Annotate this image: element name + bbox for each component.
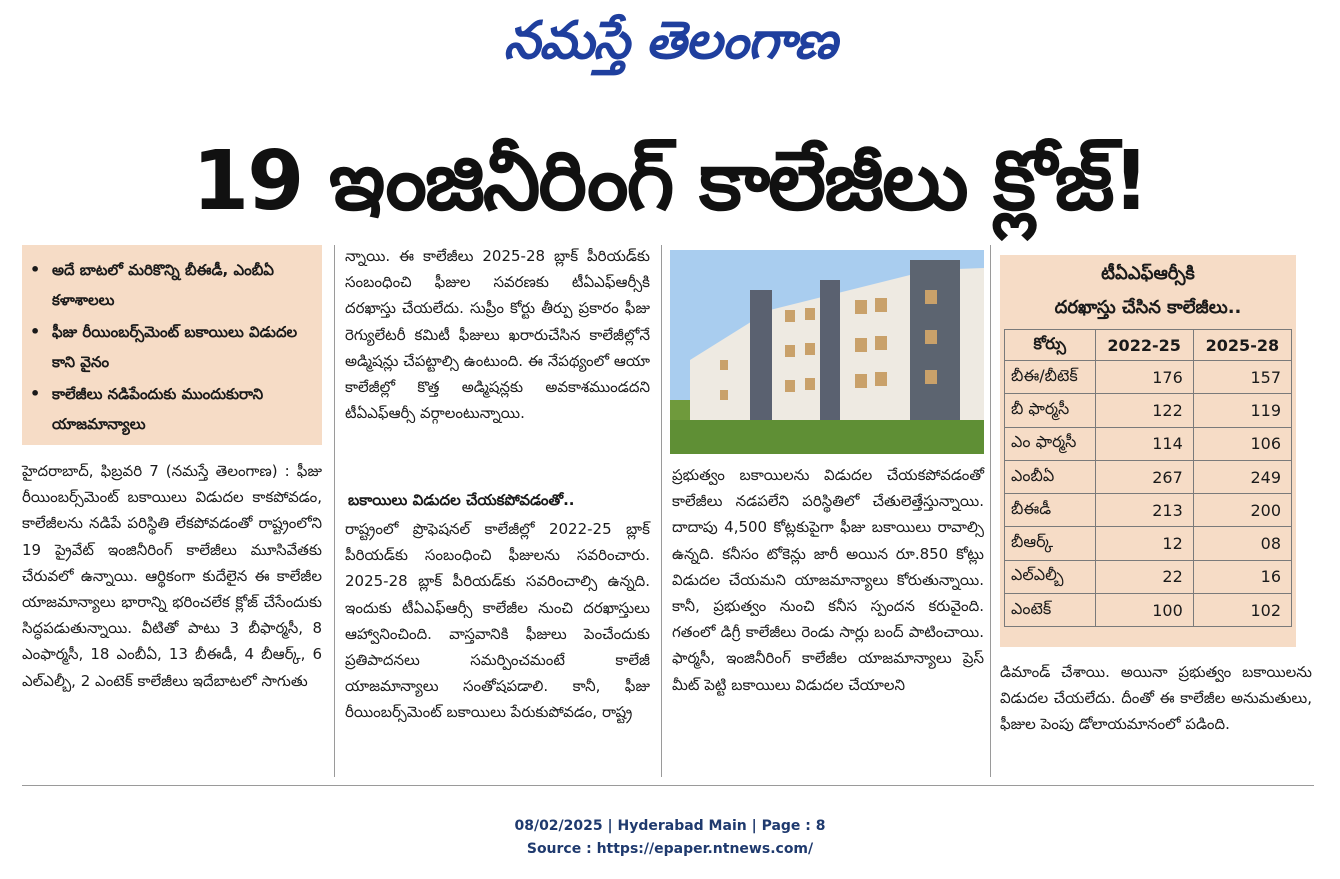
column-divider (990, 245, 991, 777)
highlight-item (30, 317, 314, 377)
table-row (1005, 394, 1292, 427)
colleges-table-box (1000, 255, 1296, 647)
count-cell: 16 (1193, 560, 1291, 593)
bullet-icon: • (30, 260, 41, 279)
table-header-row (1005, 330, 1292, 361)
highlight-item (30, 379, 314, 439)
table-header: 2022-25 (1095, 330, 1193, 361)
footer-divider (22, 785, 1314, 786)
highlight-text: అదే బాటలో మరికొన్ని బీఈడీ, ఎంబీఏ కళాశాలలు (52, 261, 274, 309)
table-header: 2025-28 (1193, 330, 1291, 361)
course-cell: ఎంబీఏ (1005, 460, 1096, 493)
table-row (1005, 527, 1292, 560)
count-cell: 22 (1095, 560, 1193, 593)
table-title-line: దరఖాస్తు చేసిన కాలేజీలు.. (1054, 297, 1242, 318)
count-cell: 249 (1193, 460, 1291, 493)
course-cell: ఎల్ఎల్బీ (1005, 560, 1096, 593)
article-headline: 19 ఇంజినీరింగ్ కాలేజీలు క్లోజ్! (192, 134, 1148, 229)
footer-source-link[interactable]: Source : https://epaper.ntnews.com/ (526, 841, 814, 857)
article-column-4: డిమాండ్ చేశాయి. అయినా ప్రభుత్వం బకాయిలను విడుదల చేయలేదు. దీంతో ఈ కాలేజీల అనుమతులు, ఫీజుల పెంపు డోలాయమానంలో పడింది. (1000, 663, 1312, 734)
course-cell: బీఈడీ (1005, 494, 1096, 527)
course-cell: బీఈ/బీటెక్ (1005, 361, 1096, 394)
count-cell: 213 (1095, 494, 1193, 527)
bullet-icon: • (30, 322, 41, 341)
table-row (1005, 494, 1292, 527)
footer-edition-info: 08/02/2025 | Hyderabad Main | Page : 8 (514, 818, 826, 834)
course-cell: ఎం ఫార్మసీ (1005, 427, 1096, 460)
count-cell: 102 (1193, 594, 1291, 627)
count-cell: 12 (1095, 527, 1193, 560)
table-header: కోర్సు (1005, 330, 1096, 361)
table-row (1005, 361, 1292, 394)
colleges-table (1004, 329, 1292, 627)
table-row (1005, 460, 1292, 493)
course-cell: బీఆర్క్ (1005, 527, 1096, 560)
building-image (670, 250, 984, 454)
course-cell: ఎంటెక్ (1005, 594, 1096, 627)
count-cell: 157 (1193, 361, 1291, 394)
count-cell: 100 (1095, 594, 1193, 627)
article-subheading: బకాయిలు విడుదల చేయకపోవడంతో.. (348, 491, 575, 509)
table-row (1005, 560, 1292, 593)
course-cell: బీ ఫార్మసీ (1005, 394, 1096, 427)
count-cell: 122 (1095, 394, 1193, 427)
count-cell: 106 (1193, 427, 1291, 460)
article-column-2: న్నాయి. ఈ కాలేజీలు 2025-28 బ్లాక్ పీరియడ్‌కు సంబంధించి ఫీజుల సవరణకు టీఏఎఫ్ఆర్సీకి దరఖాస్తు చేయలేదు. సుప్రీం కోర్టు తీర్పు ప్రకారం ఫీజు రెగ్యులేటరీ కమిటీ ఫీజులు ఖరారుచేసిన కాలేజీల్లోనే అడ్మిషన్లు చేపట్టాల్సి ఉంటుంది. ఈ నేపథ్యంలో ఆయా కాలేజీల్లో కొత్త అడ్మిషన్లకు అవకాశముండదని టీఏఎఫ్ఆర్సీ వర్గాలంటున్నాయి. (345, 247, 650, 423)
bullet-icon: • (30, 384, 41, 403)
table-title (1000, 257, 1296, 325)
college-building-photo (670, 250, 984, 454)
article-column-1: హైదరాబాద్, ఫిబ్రవరి 7 (నమస్తే తెలంగాణ) : ఫీజు రీయింబర్స్‌మెంట్ బకాయిలు విడుదల కాకపోవడం, కాలేజీలను నడిపే పరిస్థితి లేకపోవడంతో రాష్ట్రంలోని 19 ప్రైవేట్ ఇంజినీరింగ్ కాలేజీలు మూసివేతకు చేరువలో ఉన్నాయి. ఆర్థికంగా కుదేలైన ఈ కాలేజీల యాజమాన్యాలు భారాన్ని భరించలేక క్లోజ్ చేసేందుకు సిద్ధపడుతున్నాయి. వీటితో పాటు 3 బీఫార్మసీ, 8 ఎంఫార్మసీ, 18 ఎంబీఏ, 13 బీఈడీ, 4 బీఆర్క్, 6 ఎల్ఎల్బీ, 2 ఎంటెక్ కాలేజీలు ఇదేబాటలో సాగుతు (22, 462, 322, 690)
count-cell: 119 (1193, 394, 1291, 427)
count-cell: 08 (1193, 527, 1291, 560)
highlights-box (22, 245, 322, 445)
column-divider (334, 245, 335, 777)
count-cell: 176 (1095, 361, 1193, 394)
highlight-item (30, 255, 314, 315)
table-row (1005, 427, 1292, 460)
highlight-text: ఫీజు రీయింబర్స్‌మెంట్ బకాయిలు విడుదల కాని వైనం (52, 323, 298, 371)
article-column-3: ప్రభుత్వం బకాయిలను విడుదల చేయకపోవడంతో కాలేజీలు నడపలేని పరిస్థితిలో చేతులెత్తేస్తున్నాయి. దాదాపు 4,500 కోట్లకుపైగా ఫీజు బకాయిలు రావాల్సి ఉన్నది. కనీసం టోకెన్లు జారీ అయిన రూ.850 కోట్లు విడుదల చేయమని యాజమాన్యాలు కోరుతున్నాయి. కానీ, ప్రభుత్వం నుంచి కనీస స్పందన కరువైంది. గతంలో డిగ్రీ కాలేజీలు రెండు సార్లు బంద్ పాటించాయి. ఫార్మసీ, ఇంజినీరింగ్ కాలేజీల యాజమాన్యాలు ప్రెస్ మీట్ పెట్టి బకాయిలు విడుదల చేయాలని (672, 466, 984, 694)
count-cell: 200 (1193, 494, 1291, 527)
article-column-2-continued: రాష్ట్రంలో ప్రొఫెషనల్ కాలేజీల్లో 2022-25 బ్లాక్ పీరియడ్‌కు సంబంధించి ఫీజులను సవరించారు. 2025-28 బ్లాక్ పీరియడ్‌కు సవరించాల్సి ఉన్నది. ఇందుకు టీఏఎఫ్ఆర్సీ కాలేజీల నుంచి దరఖాస్తులు ఆహ్వానించింది. వాస్తవానికి ఫీజులు పెంచేందుకు ప్రతిపాదనలు సమర్పించమంటే కాలేజీ యాజమాన్యాలు సంతోషపడాలి. కానీ, ఫీజు రీయింబర్స్‌మెంట్ బకాయిలు పేరుకుపోవడం, రాష్ట్ర (345, 520, 650, 722)
newspaper-masthead: నమస్తే తెలంగాణ (503, 11, 837, 71)
count-cell: 267 (1095, 460, 1193, 493)
table-title-line: టీఏఎఫ్ఆర్సీకి (1101, 263, 1195, 284)
column-divider (661, 245, 662, 777)
highlight-text: కాలేజీలు నడిపేందుకు ముందుకురాని యాజమాన్యాలు (52, 385, 264, 433)
table-row (1005, 594, 1292, 627)
count-cell: 114 (1095, 427, 1193, 460)
